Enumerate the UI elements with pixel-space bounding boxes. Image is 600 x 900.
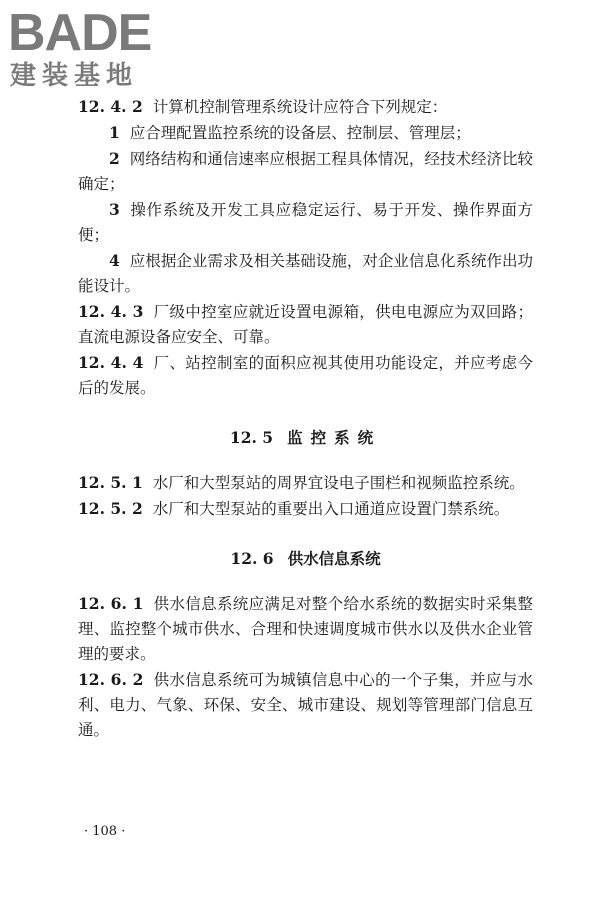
section-heading [78, 546, 533, 571]
clause-number: 12. 4. 2 [78, 97, 143, 116]
clause-paragraph [78, 350, 533, 401]
list-item [78, 146, 533, 197]
clause-number: 12. 6. 1 [78, 594, 144, 613]
clause-number: 12. 4. 3 [78, 302, 144, 321]
item-text: 网络结构和通信速率应根据工程具体情况，经技术经济比较确定； [78, 150, 533, 193]
clause-text: 供水信息系统应满足对整个给水系统的数据实时采集整理、监控整个城市供水、合理和快速调度城市供水以及供水企业管理的要求。 [78, 595, 533, 663]
clause-paragraph [78, 94, 533, 120]
section-number: 12. 5 [229, 428, 274, 447]
clause-number: 12. 6. 2 [78, 670, 144, 689]
clause-text: 供水信息系统可为城镇信息中心的一个子集，并应与水利、电力、气象、环保、安全、城市建设、规划等管理部门信息互通。 [78, 671, 533, 739]
item-text: 操作系统及开发工具应稳定运行、易于开发、操作界面方便； [78, 201, 533, 244]
section-number: 12. 6 [230, 549, 274, 568]
clause-number: 12. 5. 1 [78, 473, 143, 492]
document-body [78, 94, 533, 743]
page-number: · 108 · [84, 824, 126, 839]
section-heading [78, 425, 533, 450]
item-number: 4 [109, 251, 120, 270]
section-title: 监控系统 [287, 428, 382, 447]
clause-paragraph [78, 470, 533, 496]
clause-paragraph [78, 591, 533, 667]
list-item [78, 197, 533, 248]
clause-paragraph [78, 496, 533, 522]
clause-number: 12. 4. 4 [78, 353, 144, 372]
clause-text: 厂级中控室应就近设置电源箱，供电电源应为双回路；直流电源设备应安全、可靠。 [78, 303, 533, 346]
section-title: 供水信息系统 [287, 549, 381, 568]
item-number: 3 [109, 200, 120, 219]
list-item [78, 248, 533, 299]
item-number: 2 [109, 149, 120, 168]
clause-paragraph [78, 667, 533, 743]
clause-text: 水厂和大型泵站的重要出入口通道应设置门禁系统。 [152, 500, 510, 518]
list-item [78, 120, 533, 146]
svg-text:BADE: BADE [8, 4, 152, 62]
clause-text: 水厂和大型泵站的周界宜设电子围栏和视频监控系统。 [152, 474, 525, 492]
svg-text:建装基地: 建装基地 [10, 61, 139, 90]
item-text: 应根据企业需求及相关基础设施，对企业信息化系统作出功能设计。 [78, 252, 533, 295]
clause-text: 厂、站控制室的面积应视其使用功能设定，并应考虑今后的发展。 [78, 354, 533, 397]
bade-logo-icon [8, 4, 178, 90]
clause-text: 计算机控制管理系统设计应符合下列规定： [152, 98, 448, 116]
clause-paragraph [78, 299, 533, 350]
watermark-logo [8, 4, 178, 90]
item-text: 应合理配置监控系统的设备层、控制层、管理层； [129, 124, 471, 142]
item-number: 1 [109, 123, 120, 142]
clause-number: 12. 5. 2 [78, 499, 143, 518]
